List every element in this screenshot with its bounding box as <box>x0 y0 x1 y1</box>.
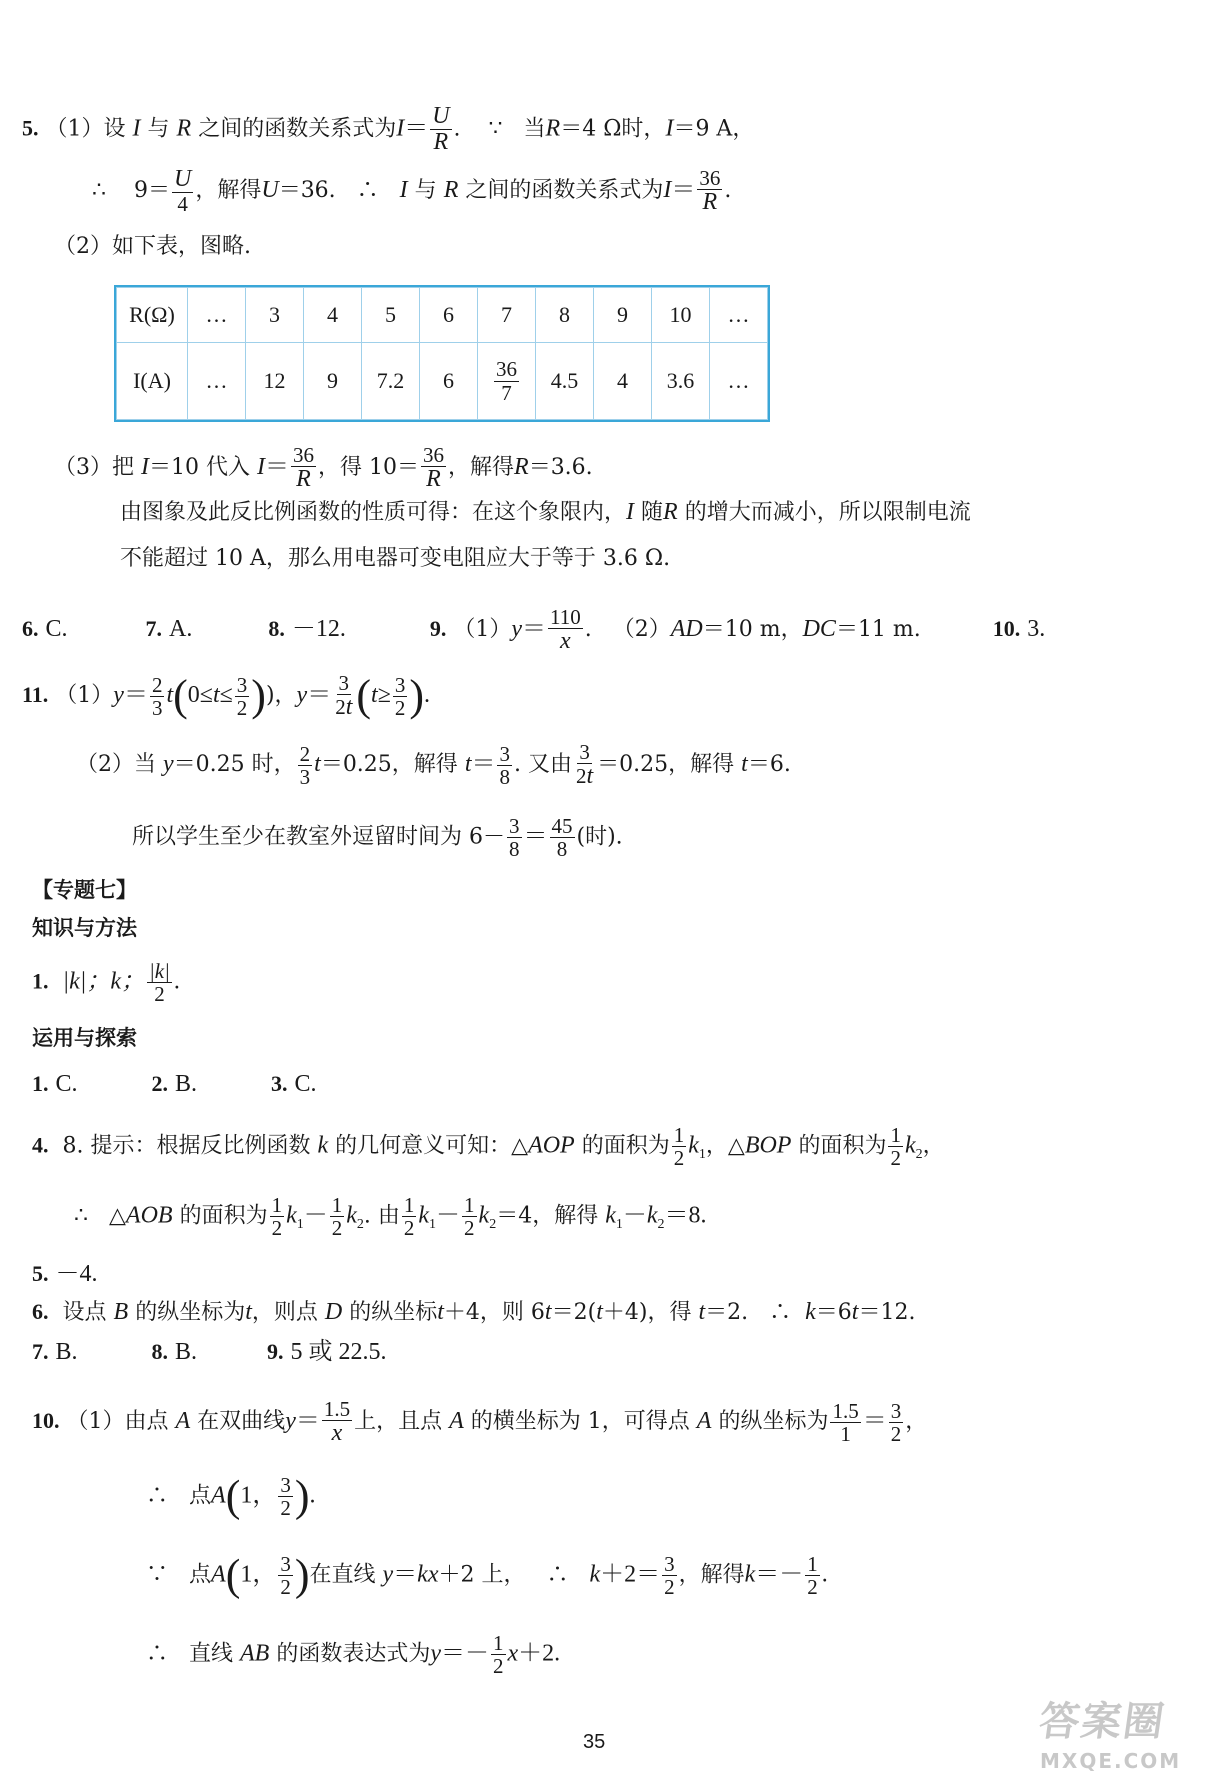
table-row: R(Ω) … 3 4 5 6 7 8 9 10 … <box>117 288 768 343</box>
fraction-U-over-R: $\frac{U}{R}$ <box>432 103 450 156</box>
q5-line1: 5. （1）设 I 与 R 之间的函数关系式为I＝ $\frac{U}{R}$ . ∵ 当R＝4 Ω时，I＝9 A， <box>22 103 755 156</box>
r10-line1: 10. （1）由点 A 在双曲线y＝ $\frac{1.5}{x}$ 上，且点 A 的横坐标为 1，可得点 A 的纵坐标为 $\frac{1.5}{1}$ ＝ $\frac{3}{2}$ ， <box>32 1397 928 1447</box>
q5-part3-line2: 由图象及此反比例函数的性质可得：在这个象限内，I 随R 的增大而减小，所以限制电流 <box>120 499 971 525</box>
k1-line: 1. |k|；k； $\frac{|k|}{2}$ . <box>32 959 180 1007</box>
fraction-36-over-7: $\frac{36}{7}$ <box>496 357 517 405</box>
r4-line2: ∴ △AOB 的面积为 $\frac{1}{2}$ $k_1-$ $\frac{1}{2}$ $k_2$. 由 $\frac{1}{2}$ $k_1-$ $\frac{1}{2}$ $k_2=4$，解得 $k_1-k_2=8$. <box>74 1193 707 1241</box>
table-row: I(A) … 12 9 7.2 6 $\frac{36}{7}$ 4.5 4 3.6 … <box>117 343 768 420</box>
q5-part2-text: （2）如下表，图略. <box>54 234 251 259</box>
q6-10-line: 6. C. 7. A. 8. －12. 9. （1）y＝ $\frac{110}{x}$ . （2）AD＝10 m，DC＝11 m. 10. 3. <box>22 605 1046 655</box>
r7-9-line: 7. B. 8. B. 9. 5 或 22.5. <box>32 1339 387 1365</box>
r1-3-line: 1. C. 2. B. 3. C. <box>32 1071 317 1097</box>
q11-line3: 所以学生至少在教室外逗留时间为 6－ $\frac{3}{8}$ ＝ $\frac{45}{8}$ (时). <box>132 814 623 862</box>
q5-part3-line3: 不能超过 10 A，那么用电器可变电阻应大于等于 3.6 Ω. <box>120 546 671 571</box>
q5-line2: ∴ 9＝ $\frac{U}{4}$ ，解得U＝36. ∴ I 与 R 之间的函数关系式为I＝ $\frac{36}{R}$ . <box>92 166 732 217</box>
section-heading-application: 运用与探索 <box>32 1026 137 1050</box>
r4-line1: 4. 8. 提示：根据反比例函数 k 的几何意义可知：△AOP 的面积为 $\frac{1}{2}$ $k_1$，△BOP 的面积为 $\frac{1}{2}$ $k_2$， <box>32 1123 945 1171</box>
therefore-symbol: ∴ <box>92 178 106 204</box>
r10-line2: ∴ 点A(1， $\frac{3}{2}$ ). <box>146 1471 316 1521</box>
page-number: 35 <box>583 1731 606 1753</box>
q5-part3-line1: （3）把 I＝10 代入 I＝ $\frac{36}{R}$ ，得 10＝ $\frac{36}{R}$ ，解得R＝3.6. <box>54 443 593 493</box>
because-symbol: ∵ <box>488 116 503 142</box>
section-title: 【专题七】 <box>32 878 137 902</box>
q11-line1: 11. （1）y＝ $\frac{2}{3}$ t(0≤t≤ $\frac{3}{2}$ ))，y＝ $\frac{3}{2t}$ (t≥ $\frac{3}{2}$ ). <box>22 671 431 721</box>
q11-line2: （2）当 y＝0.25 时， $\frac{2}{3}$ t＝0.25，解得 t＝ $\frac{3}{8}$ . 又由 $\frac{3}{2t}$ ＝0.25，解得 t＝6. <box>76 740 791 790</box>
q5-number: 5. <box>22 115 39 141</box>
section-heading-knowledge: 知识与方法 <box>32 916 137 940</box>
r5-line: 5. －4. <box>32 1261 98 1287</box>
r10-line4: ∴ 直线 AB 的函数表达式为y＝－ $\frac{1}{2}$ x＋2. <box>146 1631 561 1679</box>
data-table <box>116 287 768 420</box>
therefore-symbol: ∴ <box>356 178 379 204</box>
r6-line: 6. 设点 B 的纵坐标为t，则点 D 的纵坐标t＋4，则 6t＝2(t＋4)，得 t＝2. ∴ k＝6t＝12. <box>32 1299 916 1325</box>
watermark-logo: 答案圈 MXQE.COM <box>1036 1699 1182 1773</box>
r10-line3: ∵ 点A(1， $\frac{3}{2}$ )在直线 y＝kx＋2 上， ∴ k＋2＝ $\frac{3}{2}$ ，解得k＝－ $\frac{1}{2}$ . <box>146 1550 828 1600</box>
